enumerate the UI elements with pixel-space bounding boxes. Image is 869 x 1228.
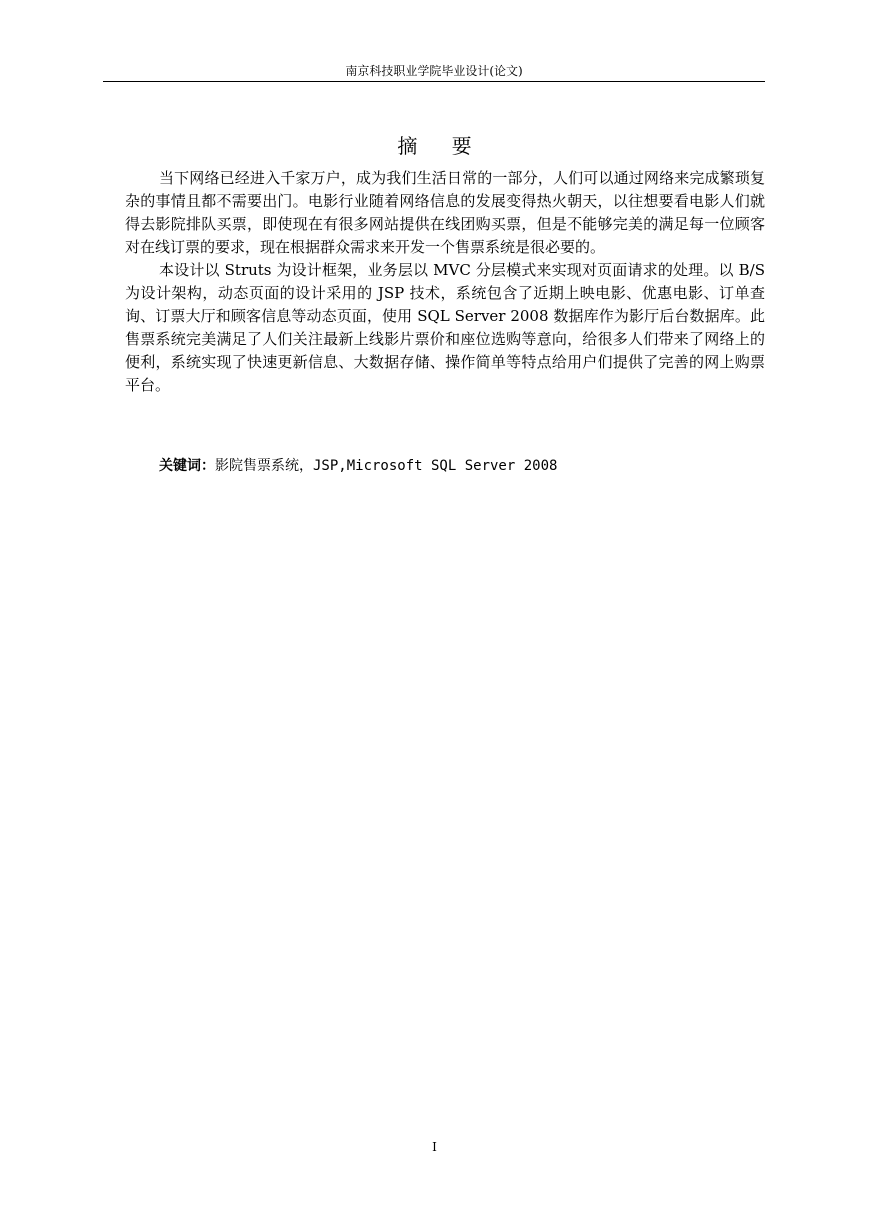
header-rule bbox=[103, 81, 765, 82]
keywords-value: 影院售票系统，JSP,Microsoft SQL Server 2008 bbox=[215, 458, 558, 474]
running-header: 南京科技职业学院毕业设计(论文) bbox=[345, 64, 523, 78]
page-number: I bbox=[432, 1140, 437, 1154]
abstract-title: 摘 要 bbox=[397, 134, 486, 158]
abstract-paragraph-1: 当下网络已经进入千家万户，成为我们生活日常的一部分，人们可以通过网络来完成繁琐复杂的事情且都不需要出门。电影行业随着网络信息的发展变得热火朝天，以往想要看电影人们就得去影院排队买票，即使现在有很多网站提供在线团购买票，但是不能够完美的满足每一位顾客对在线订票的要求，现在根据群众需求来开发一个售票系统是很必要的。 bbox=[125, 169, 765, 256]
keywords-label: 关键词： bbox=[159, 458, 215, 474]
abstract-paragraph-2: 本设计以 Struts 为设计框架，业务层以 MVC 分层模式来实现对页面请求的处理。以 B/S 为设计架构，动态页面的设计采用的 JSP 技术，系统包含了近期上映电影、优惠电影、订单查询、订票大厅和顾客信息等动态页面，使用 SQL Server 2008 数据库作为影厅后台数据库。此售票系统完美满足了人们关注最新上线影片票价和座位选购等意向，给很多人们带来了网络上的便利，系统实现了快速更新信息、大数据存储、操作简单等特点给用户们提供了完善的网上购票平台。 bbox=[125, 261, 765, 394]
keywords-line bbox=[159, 456, 557, 476]
abstract-body bbox=[125, 167, 765, 397]
